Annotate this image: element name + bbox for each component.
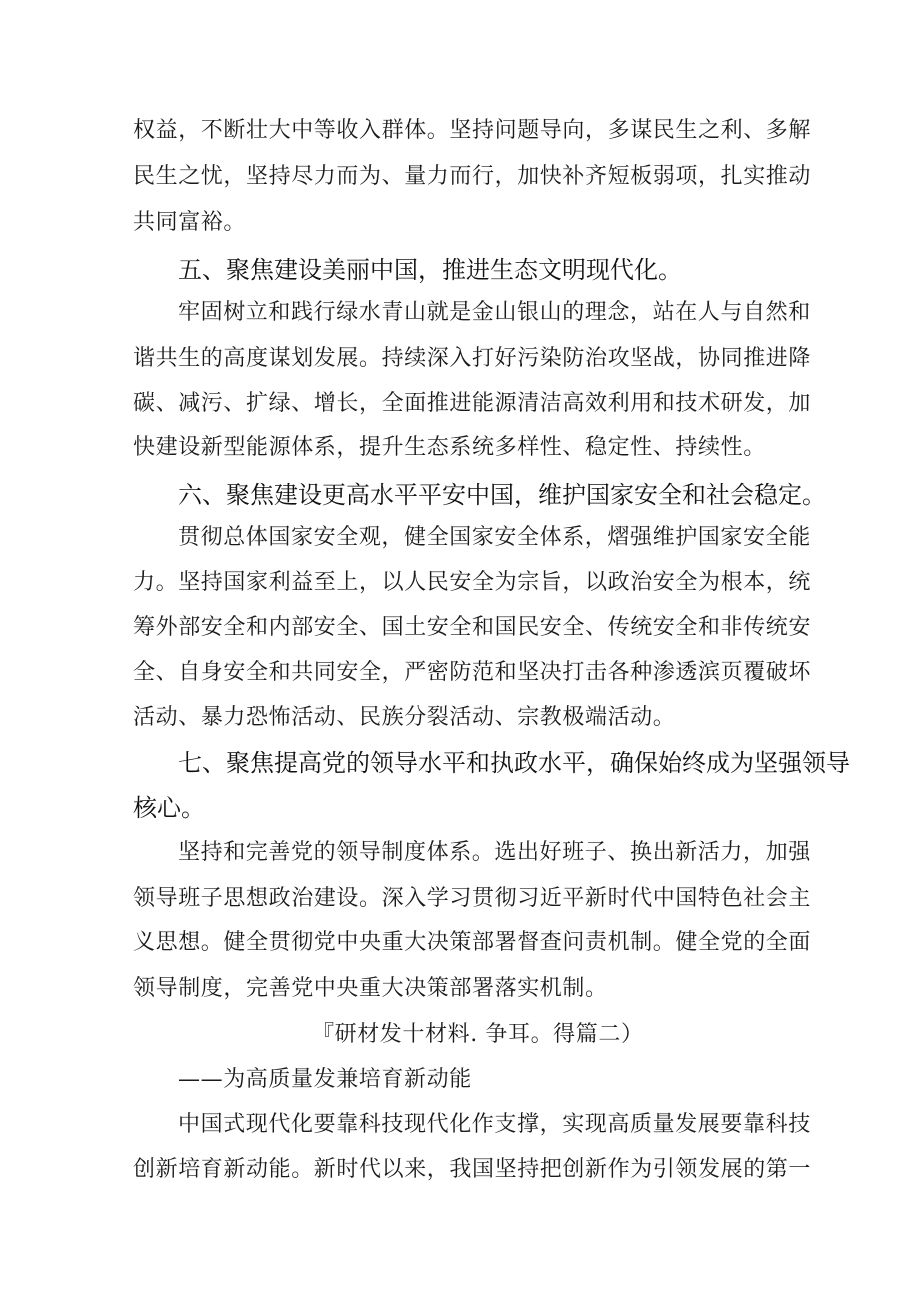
paragraph-line: 牢固树立和践行绿水青山就是金山银山的理念，站在人与自然和 xyxy=(178,300,811,325)
section-heading-6: 六、聚焦建设更高水平平安中国，维护国家安全和社会稳定。 xyxy=(178,481,826,509)
paragraph-line: 共同富裕。 xyxy=(133,210,247,235)
section-heading-7: 七、聚焦提高党的领导水平和执政水平，确保始终成为坚强领导 xyxy=(178,749,850,777)
section-heading-5: 五、聚焦建设美丽中国，推进生态文明现代化。 xyxy=(178,256,682,284)
paragraph-line: 权益，不断壮大中等收入群体。坚持问题导向，多谋民生之利、多解 xyxy=(133,118,812,143)
section-heading-7-cont: 核心。 xyxy=(133,794,205,822)
paragraph-line: 全、自身安全和共同安全，严密防范和坚决打击各种渗透滨页覆破坏 xyxy=(133,660,812,685)
paragraph-line: 快建设新型能源体系，提升生态系统多样性、稳定性、持续性。 xyxy=(133,435,766,460)
paragraph-line: 力。坚持国家利益至上，以人民安全为宗旨，以政治安全为根本，统 xyxy=(133,570,812,595)
paragraph-line: 中国式现代化要靠科技现代化作支撑，实现高质量发展要靠科技 xyxy=(178,1112,811,1137)
paragraph-line: 碳、减污、扩绿、增长，全面推进能源清洁高效利用和技术研发，加 xyxy=(133,391,812,416)
paragraph-line: 贯彻总体国家安全观，健全国家安全体系，熠强维护国家安全能 xyxy=(178,525,811,550)
paragraph-line: 坚持和完善党的领导制度体系。选出好班子、换出新活力，加强 xyxy=(178,840,811,865)
paragraph-line: 谐共生的高度谋划发展。持续深入打好污染防治攻坚战，协同推进降 xyxy=(133,346,812,371)
paragraph-line: 领导班子思想政治建设。深入学习贯彻习近平新时代中国特色社会主 xyxy=(133,886,812,911)
paragraph-line: 活动、暴力恐怖活动、民族分裂活动、宗教极端活动。 xyxy=(133,705,676,730)
paragraph-line: 领导制度，完善党中央重大决策部署落实机制。 xyxy=(133,976,608,1001)
section-title: 『研材发十材料. 争耳。得篇二） xyxy=(312,1022,644,1047)
paragraph-line: 筹外部安全和内部安全、国土安全和国民安全、传统安全和非传统安 xyxy=(133,615,812,640)
paragraph-line: 义思想。健全贯彻党中央重大决策部署督查问责机制。健全党的全面 xyxy=(133,930,812,955)
paragraph-line: 创新培育新动能。新时代以来，我国坚持把创新作为引领发展的第一 xyxy=(133,1157,812,1182)
paragraph-line: 民生之忧，坚持尽力而为、量力而行，加快补齐短板弱项，扎实推动 xyxy=(133,164,812,189)
subtitle: ——为高质量发兼培育新动能 xyxy=(178,1067,472,1092)
